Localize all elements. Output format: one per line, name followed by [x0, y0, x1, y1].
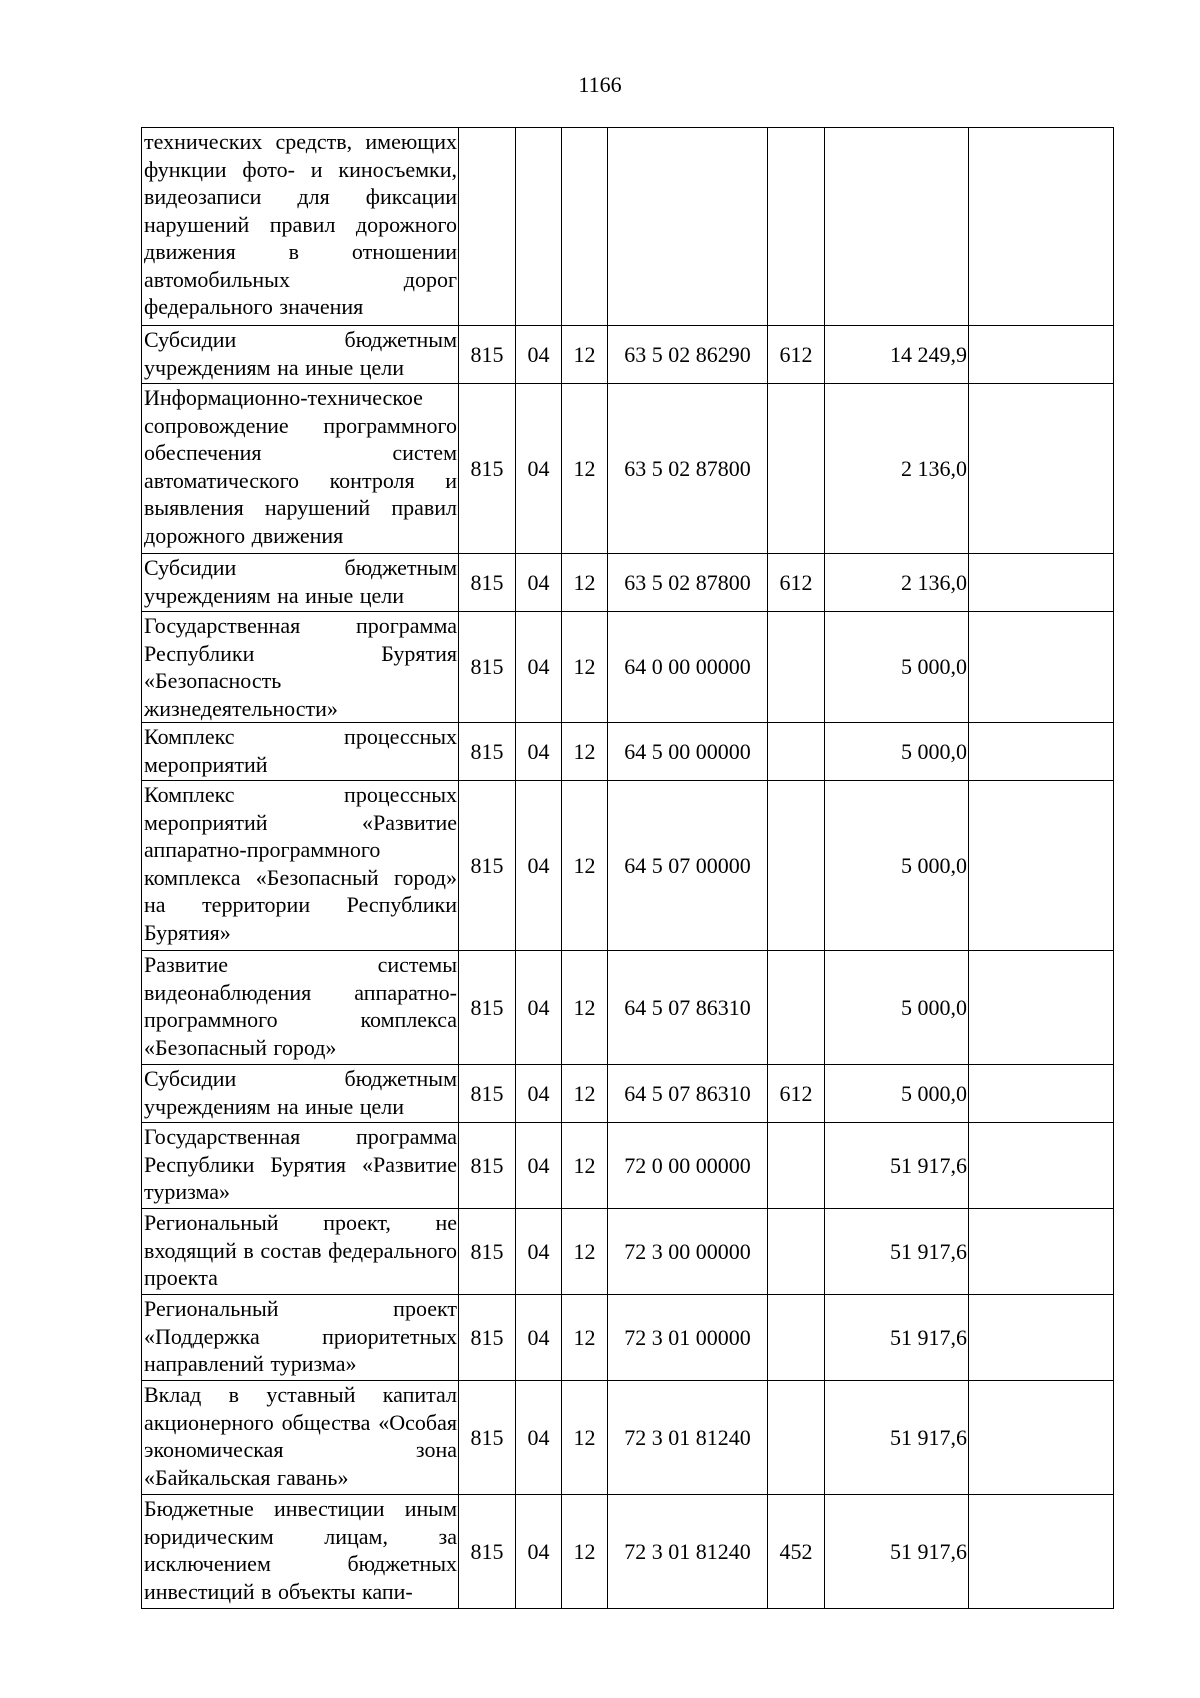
cell-expense-type-code [768, 951, 825, 1065]
cell-target-code: 72 0 00 00000 [608, 1123, 768, 1209]
cell-section-code: 04 [516, 612, 562, 723]
cell-ministry-code: 815 [459, 1495, 516, 1609]
cell-section-code: 04 [516, 1209, 562, 1295]
cell-amount [825, 128, 969, 326]
cell-section-code: 04 [516, 1065, 562, 1123]
cell-subsection-code: 12 [562, 1209, 608, 1295]
cell-section-code: 04 [516, 384, 562, 554]
table-row [142, 1381, 1114, 1495]
cell-amount: 14 249,9 [825, 326, 969, 384]
cell-expense-type-code [768, 1123, 825, 1209]
cell-target-code: 63 5 02 86290 [608, 326, 768, 384]
cell-description: Субсидии бюджетным учреждениям на иные цели [142, 326, 459, 384]
cell-extra [969, 1295, 1114, 1381]
cell-target-code: 63 5 02 87800 [608, 384, 768, 554]
cell-extra [969, 1495, 1114, 1609]
table-row [142, 1295, 1114, 1381]
cell-target-code: 64 5 07 86310 [608, 951, 768, 1065]
cell-ministry-code: 815 [459, 1065, 516, 1123]
table-row [142, 951, 1114, 1065]
cell-section-code: 04 [516, 723, 562, 781]
cell-section-code: 04 [516, 1123, 562, 1209]
cell-description: Региональный проект, не входящий в состав федерального проекта [142, 1209, 459, 1295]
cell-amount: 51 917,6 [825, 1495, 969, 1609]
cell-description: Государственная программа Республики Бурятия «Развитие туризма» [142, 1123, 459, 1209]
cell-amount: 5 000,0 [825, 781, 969, 951]
cell-extra [969, 951, 1114, 1065]
cell-amount: 5 000,0 [825, 612, 969, 723]
cell-subsection-code: 12 [562, 554, 608, 612]
cell-extra [969, 384, 1114, 554]
cell-extra [969, 326, 1114, 384]
cell-section-code: 04 [516, 1381, 562, 1495]
cell-target-code: 64 0 00 00000 [608, 612, 768, 723]
cell-target-code: 63 5 02 87800 [608, 554, 768, 612]
cell-amount: 51 917,6 [825, 1209, 969, 1295]
cell-expense-type-code [768, 612, 825, 723]
cell-expense-type-code: 612 [768, 326, 825, 384]
cell-subsection-code: 12 [562, 1495, 608, 1609]
cell-description: Комплекс процессных мероприятий [142, 723, 459, 781]
cell-subsection-code [562, 128, 608, 326]
cell-subsection-code: 12 [562, 723, 608, 781]
cell-description: Вклад в уставный капитал акционерного общества «Особая экономическая зона «Байкальская гавань» [142, 1381, 459, 1495]
cell-target-code: 72 3 00 00000 [608, 1209, 768, 1295]
cell-expense-type-code: 452 [768, 1495, 825, 1609]
cell-amount: 5 000,0 [825, 951, 969, 1065]
table-row [142, 554, 1114, 612]
cell-subsection-code: 12 [562, 612, 608, 723]
cell-expense-type-code [768, 781, 825, 951]
cell-extra [969, 1381, 1114, 1495]
table-body [142, 128, 1114, 1609]
cell-section-code: 04 [516, 554, 562, 612]
cell-expense-type-code [768, 1295, 825, 1381]
cell-ministry-code: 815 [459, 1381, 516, 1495]
cell-target-code: 72 3 01 81240 [608, 1381, 768, 1495]
cell-extra [969, 1123, 1114, 1209]
table-row [142, 128, 1114, 326]
cell-ministry-code: 815 [459, 1295, 516, 1381]
cell-description: Региональный проект «Поддержка приоритетных направлений туризма» [142, 1295, 459, 1381]
cell-ministry-code [459, 128, 516, 326]
cell-subsection-code: 12 [562, 326, 608, 384]
cell-subsection-code: 12 [562, 384, 608, 554]
cell-expense-type-code [768, 384, 825, 554]
cell-extra [969, 1065, 1114, 1123]
cell-target-code: 72 3 01 81240 [608, 1495, 768, 1609]
cell-target-code [608, 128, 768, 326]
cell-extra [969, 128, 1114, 326]
cell-amount: 2 136,0 [825, 554, 969, 612]
cell-expense-type-code [768, 1381, 825, 1495]
cell-amount: 51 917,6 [825, 1123, 969, 1209]
cell-expense-type-code [768, 1209, 825, 1295]
cell-amount: 51 917,6 [825, 1381, 969, 1495]
cell-ministry-code: 815 [459, 781, 516, 951]
cell-subsection-code: 12 [562, 951, 608, 1065]
cell-section-code: 04 [516, 1295, 562, 1381]
table-row [142, 723, 1114, 781]
cell-target-code: 64 5 07 86310 [608, 1065, 768, 1123]
cell-ministry-code: 815 [459, 723, 516, 781]
cell-ministry-code: 815 [459, 612, 516, 723]
cell-description: Развитие системы видеонаблюдения аппаратно-программного комплекса «Безопасный город» [142, 951, 459, 1065]
cell-expense-type-code: 612 [768, 1065, 825, 1123]
cell-section-code: 04 [516, 1495, 562, 1609]
cell-description: технических средств, имеющих функции фото- и киносъемки, видеозаписи для фиксации нарушений правил дорожного движения в отношении автомобильных дорог федерального значения [142, 128, 459, 326]
cell-description: Субсидии бюджетным учреждениям на иные цели [142, 1065, 459, 1123]
cell-ministry-code: 815 [459, 326, 516, 384]
cell-description: Информационно-техническое сопровождение программного обеспечения систем автоматического контроля и выявления нарушений правил дорожного движения [142, 384, 459, 554]
cell-ministry-code: 815 [459, 384, 516, 554]
cell-target-code: 64 5 07 00000 [608, 781, 768, 951]
cell-section-code [516, 128, 562, 326]
cell-section-code: 04 [516, 951, 562, 1065]
cell-amount: 2 136,0 [825, 384, 969, 554]
cell-ministry-code: 815 [459, 554, 516, 612]
cell-subsection-code: 12 [562, 1123, 608, 1209]
cell-description: Субсидии бюджетным учреждениям на иные цели [142, 554, 459, 612]
table-row [142, 1123, 1114, 1209]
page-number: 1166 [578, 72, 622, 97]
cell-ministry-code: 815 [459, 1123, 516, 1209]
cell-extra [969, 723, 1114, 781]
cell-extra [969, 781, 1114, 951]
cell-expense-type-code: 612 [768, 554, 825, 612]
cell-extra [969, 612, 1114, 723]
cell-subsection-code: 12 [562, 1381, 608, 1495]
cell-extra [969, 554, 1114, 612]
cell-target-code: 72 3 01 00000 [608, 1295, 768, 1381]
cell-target-code: 64 5 00 00000 [608, 723, 768, 781]
cell-description: Комплекс процессных мероприятий «Развитие аппаратно-программного комплекса «Безопасный город» на территории Республики Бурятия» [142, 781, 459, 951]
cell-description: Бюджетные инвестиции иным юридическим лицам, за исключением бюджетных инвестиций в объекты капи- [142, 1495, 459, 1609]
table-row [142, 384, 1114, 554]
cell-subsection-code: 12 [562, 1295, 608, 1381]
cell-section-code: 04 [516, 781, 562, 951]
cell-expense-type-code [768, 128, 825, 326]
table-row [142, 781, 1114, 951]
cell-expense-type-code [768, 723, 825, 781]
cell-ministry-code: 815 [459, 951, 516, 1065]
cell-description: Государственная программа Республики Бурятия «Безопасность жизнедеятельности» [142, 612, 459, 723]
cell-ministry-code: 815 [459, 1209, 516, 1295]
cell-extra [969, 1209, 1114, 1295]
table-row [142, 1495, 1114, 1609]
cell-amount: 51 917,6 [825, 1295, 969, 1381]
cell-amount: 5 000,0 [825, 723, 969, 781]
cell-subsection-code: 12 [562, 1065, 608, 1123]
table-row [142, 326, 1114, 384]
cell-section-code: 04 [516, 326, 562, 384]
cell-subsection-code: 12 [562, 781, 608, 951]
budget-table [141, 127, 1114, 1609]
table-row [142, 612, 1114, 723]
table-row [142, 1209, 1114, 1295]
table-row [142, 1065, 1114, 1123]
cell-amount: 5 000,0 [825, 1065, 969, 1123]
